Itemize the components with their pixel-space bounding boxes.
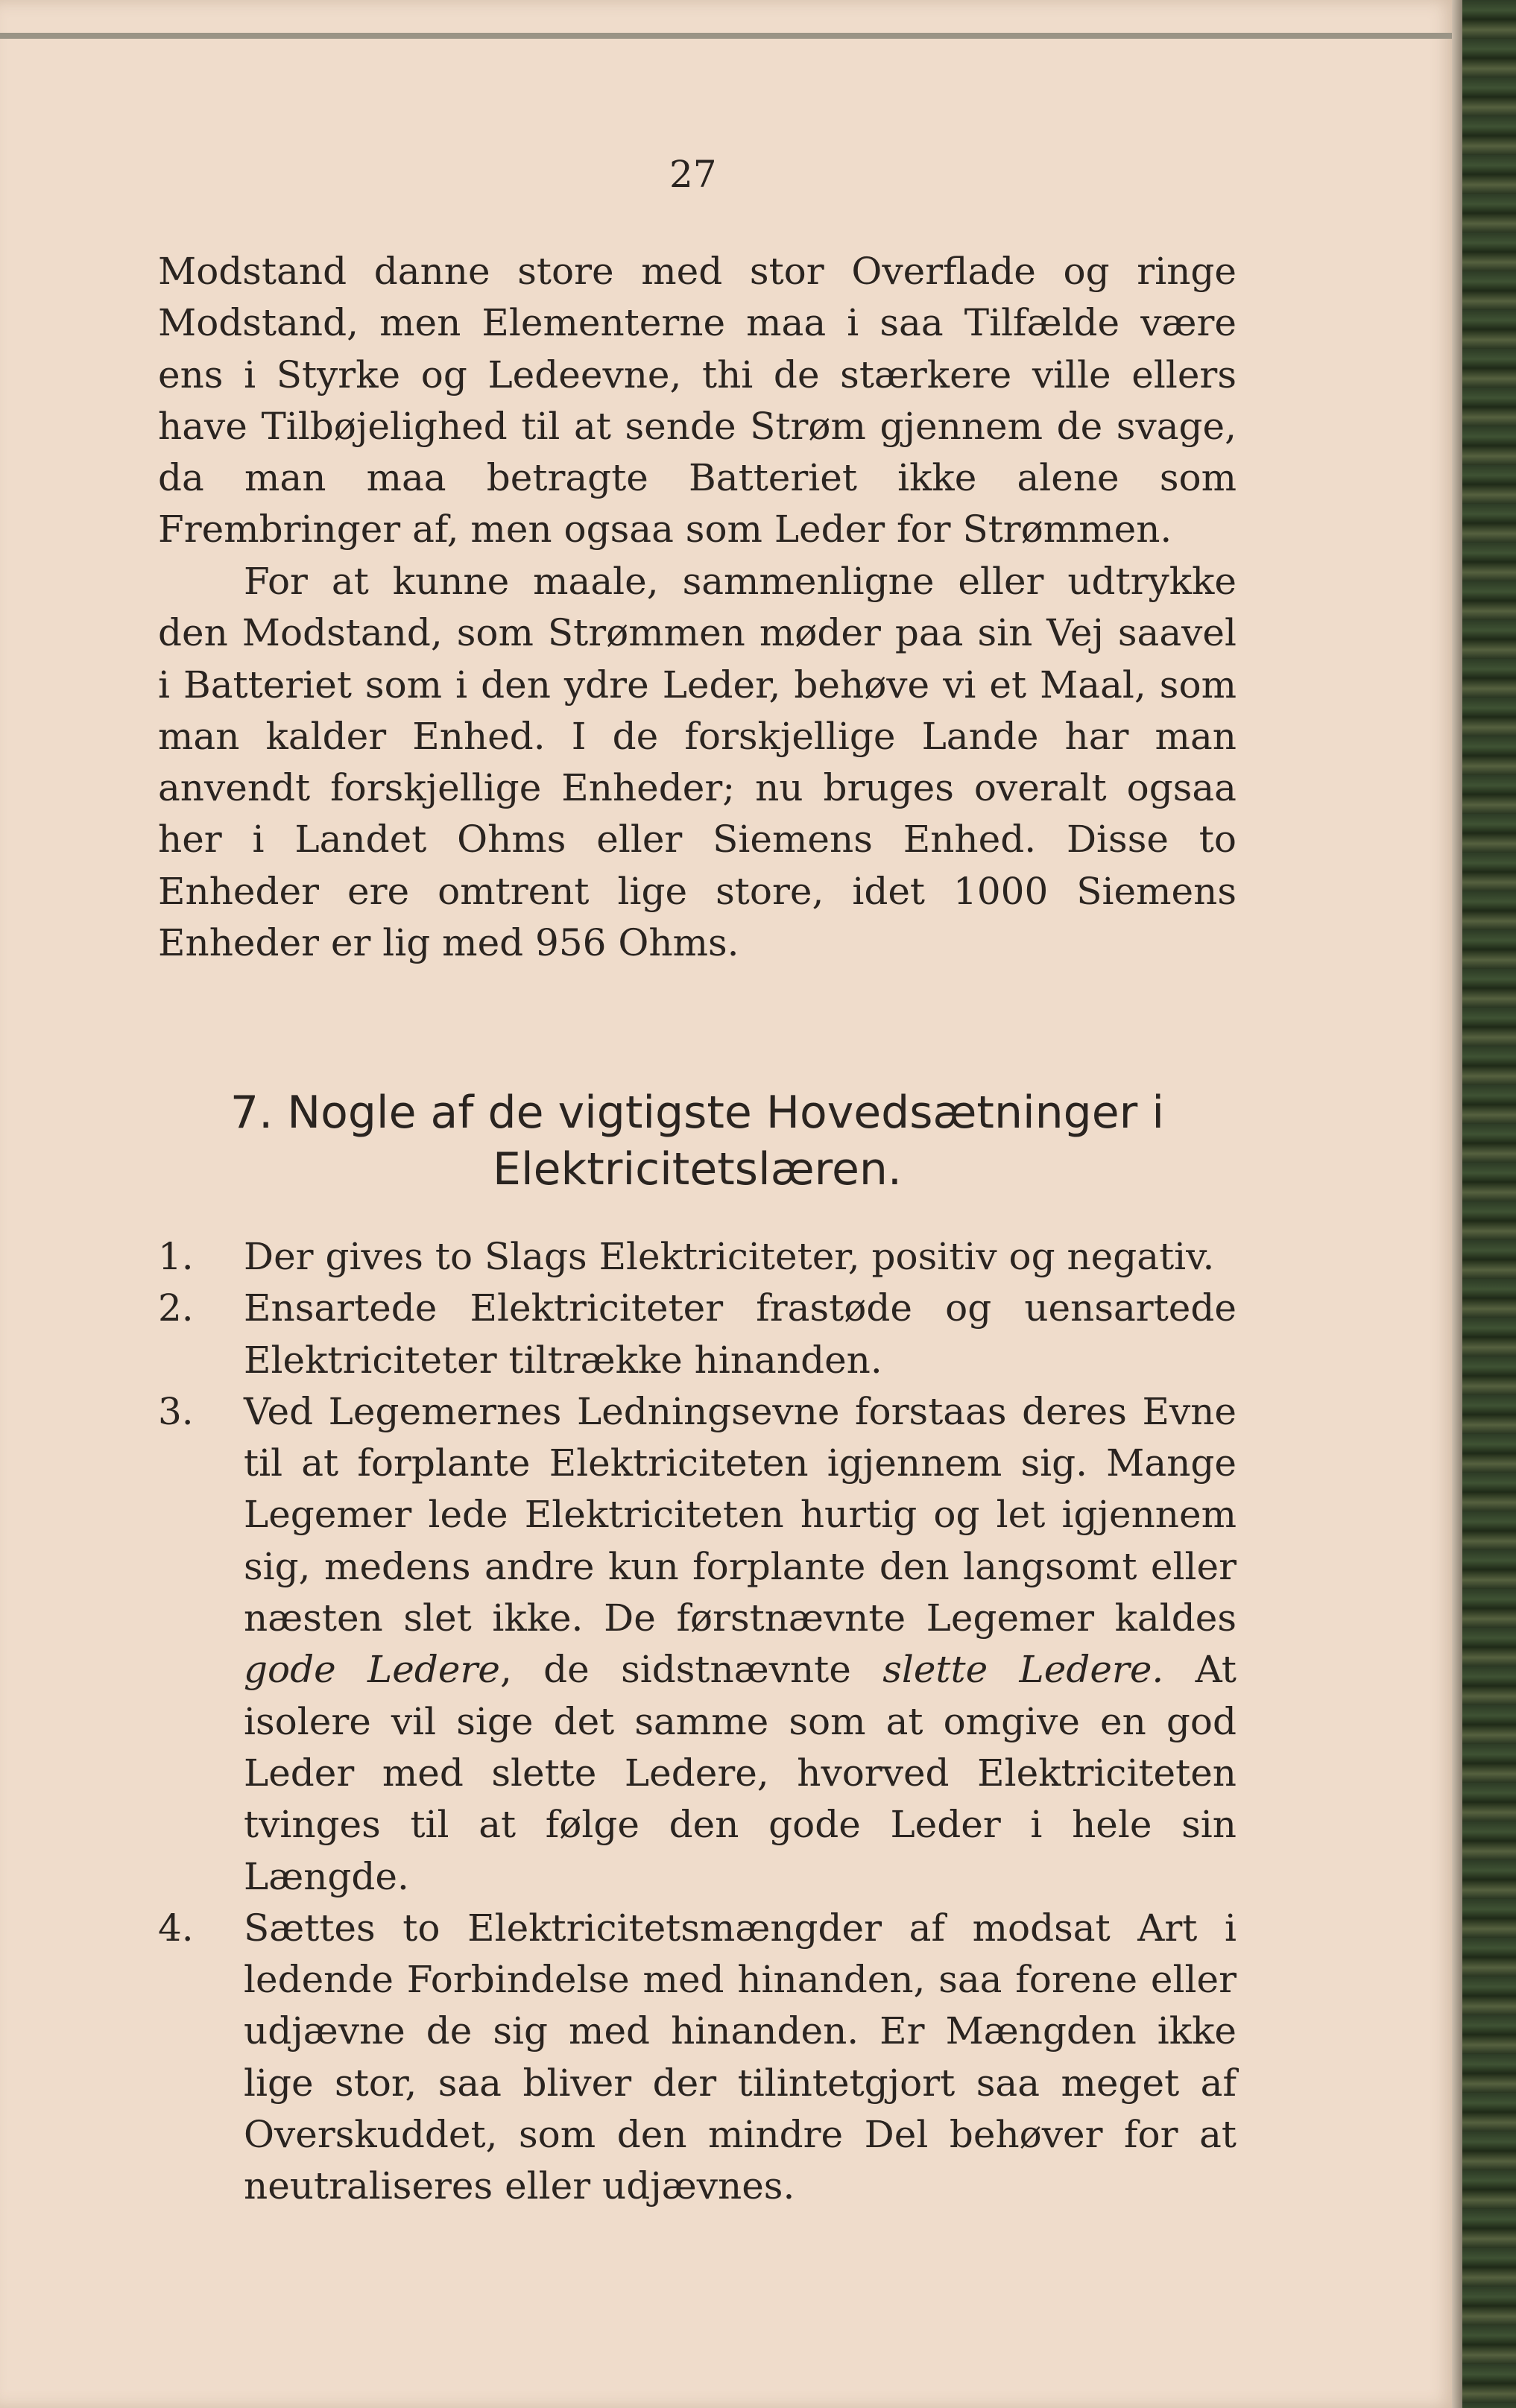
- section-heading-line-2: Elektricitetslæren.: [493, 1143, 902, 1195]
- list-item: [158, 1283, 1237, 1386]
- list-item: [158, 1903, 1237, 2213]
- list-item-text: Ensartede Elektriciteter frastøde og uensartede Elektriciteter tiltrække hinanden.: [244, 1286, 1237, 1382]
- term-bad-conductors: slette Ledere.: [882, 1648, 1164, 1692]
- list-item-text-part: At isolere vil sige det samme som at omgive en god Leder med slette Ledere, hvorved Elektriciteten tvinges til at følge den gode Leder i hele sin Længde.: [244, 1648, 1237, 1898]
- list-item: [158, 1386, 1237, 1903]
- list-item-number: 4.: [158, 1906, 194, 1950]
- term-good-conductors: gode Ledere: [244, 1648, 500, 1692]
- page-edge: [1452, 0, 1462, 2408]
- page-top-edge: [0, 33, 1457, 39]
- list-item-text: [244, 1386, 1237, 1903]
- theorem-list: [158, 1231, 1237, 2213]
- list-item: [158, 1231, 1237, 1283]
- list-item-text: Der gives to Slags Elektriciteter, positiv og negativ.: [244, 1235, 1215, 1278]
- paragraph-2: For at kunne maale, sammenligne eller udtrykke den Modstand, som Strømmen møder paa sin Vej saavel i Batteriet som i den ydre Leder, behøve vi et Maal, som man kalder Enhed. I de forskjellige Lande har man anvendt forskjellige Enheder; nu bruges overalt ogsaa her i Landet Ohms eller Siemens Enhed. Disse to Enheder ere omtrent lige store, idet 1000 Siemens Enheder er lig med 956 Ohms.: [158, 560, 1237, 965]
- section-heading: [158, 1084, 1237, 1198]
- book-spine: [1457, 0, 1516, 2408]
- list-item-text: Sættes to Elektricitetsmængder af modsat Art i ledende Forbindelse med hinanden, saa forene eller udjævne de sig med hinanden. Er Mængden ikke lige stor, saa bliver der tilintetgjort saa meget af Overskuddet, som den mindre Del behøver for at neutraliseres eller udjævnes.: [244, 1906, 1237, 2208]
- list-item-text-part: Ved Legemernes Ledningsevne forstaas deres Evne til at forplante Elektriciteten igjennem sig. Mange Legemer lede Elektriciteten hurtig og let igjennem sig, medens andre kun forplante den langsomt eller næsten slet ikke. De førstnævnte Legemer kaldes: [244, 1389, 1237, 1640]
- paragraph-1: Modstand danne store med stor Overflade og ringe Modstand, men Elementerne maa i saa Tilfælde være ens i Styrke og Ledeevne, thi de stærkere ville ellers have Tilbøjelighed til at sende Strøm gjennem de svage, da man maa betragte Batteriet ikke alene som Frembringer af, men ogsaa som Leder for Strømmen.: [158, 250, 1237, 552]
- page-number: 27: [669, 153, 717, 196]
- list-item-text-part: , de sidstnævnte: [499, 1648, 851, 1692]
- list-item-number: 1.: [158, 1235, 194, 1278]
- list-item-number: 2.: [158, 1286, 194, 1330]
- list-item-number: 3.: [158, 1389, 194, 1433]
- section-heading-line-1: 7. Nogle af de vigtigste Hovedsætninger i: [230, 1087, 1165, 1139]
